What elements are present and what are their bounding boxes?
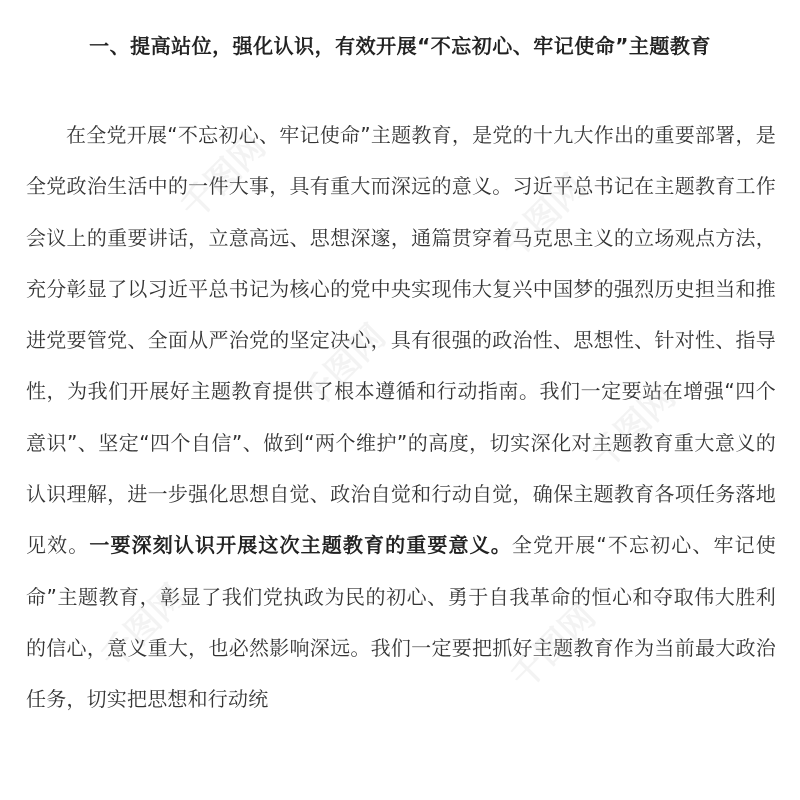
watermark-logo: 千图网 xyxy=(93,576,194,678)
body-paragraph xyxy=(26,110,776,726)
paragraph-text-part-1: 在全党开展“不忘初心、牢记使命”主题教育，是党的十九大作出的重要部署，是全党政治生活中的一件大事，具有重大而深远的意义。习近平总书记在主题教育工作会议上的重要讲话，立意高远、思想深邃，通篇贯穿着马克思主义的立场观点方法，充分彰显了以习近平总书记为核心的党中央实现伟大复兴中国梦的强烈历史担当和推进党要管党、全面从严治党的坚定决心，具有很强的政治性、思想性、针对性、指导性，为我们开展好主题教育提供了根本遵循和行动指南。我们一定要站在增强“四个意识”、坚定“四个自信”、做到“两个维护”的高度，切实深化对主题教育重大意义的认识理解，进一步强化思想自觉、政治自觉和行动自觉，确保主题教育各项任务落地见效。 xyxy=(26,123,776,558)
watermark-logo: 千图网 xyxy=(493,166,594,268)
section-heading: 一、提高站位，强化认识，有效开展“不忘初心、牢记使命”主题教育 xyxy=(89,34,711,58)
paragraph-text-part-2: 全党开展“不忘初心、牢记使命”主题教育，彰显了我们党执政为民的初心、勇于自我革命的恒心和夺取伟大胜利的信心，意义重大，也必然影响深远。我们一定要把抓好主题教育作为当前最大政治任务，切实把思想和行动统 xyxy=(26,533,776,712)
paragraph-emphasis: 一要深刻认识开展这次主题教育的重要意义。 xyxy=(89,533,512,558)
watermark-logo: 千图网 xyxy=(503,596,604,698)
watermark-logo: 千图网 xyxy=(583,376,684,478)
watermark-logo: 千图网 xyxy=(293,316,394,418)
watermark-logo: 千图网 xyxy=(173,126,274,228)
